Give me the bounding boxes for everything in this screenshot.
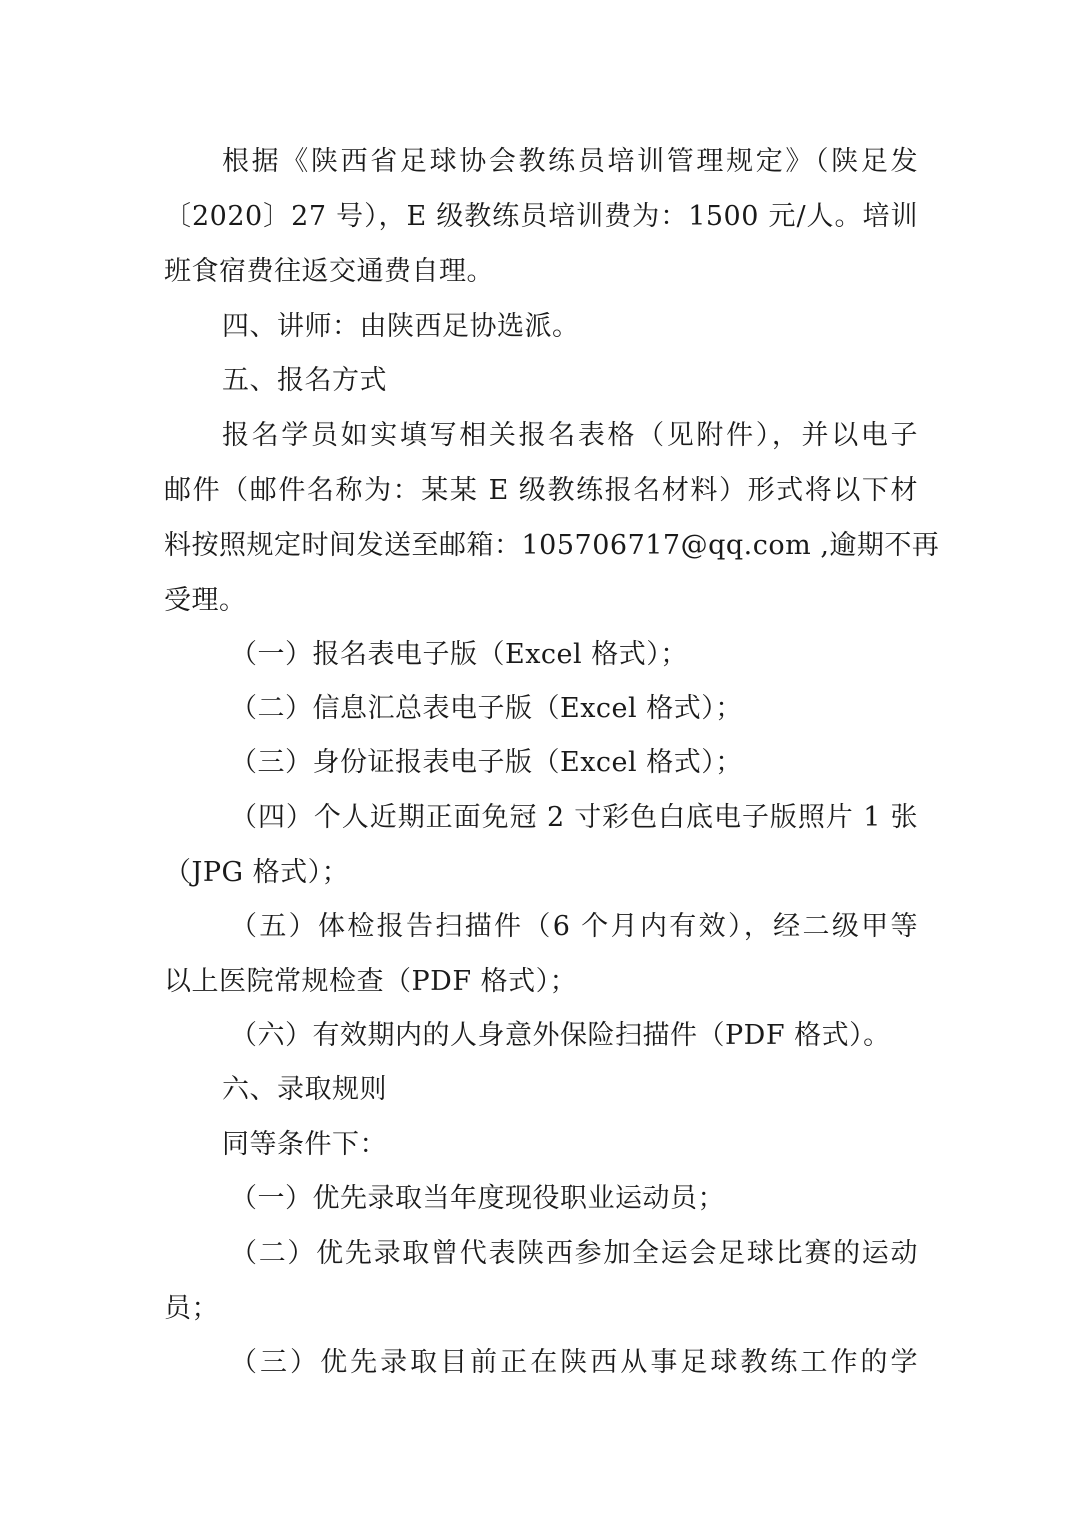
- list-item-priority-national-games-cont: 员；: [164, 1293, 219, 1324]
- list-item-registration-form: （一）报名表电子版（Excel 格式）；: [230, 639, 688, 670]
- list-item-info-summary: （二）信息汇总表电子版（Excel 格式）；: [230, 693, 743, 724]
- list-item-photo-format: （JPG 格式）；: [164, 857, 350, 888]
- section-heading-admission: 六、录取规则: [222, 1074, 387, 1105]
- text-line-fee-rule: 根据《陕西省足球协会教练员培训管理规定》（陕足发: [222, 146, 918, 177]
- list-item-priority-pro: （一）优先录取当年度现役职业运动员；: [230, 1183, 725, 1214]
- list-item-priority-coach: （三）优先录取目前正在陕西从事足球教练工作的学: [230, 1347, 918, 1378]
- text-line-registration-1: 报名学员如实填写相关报名表格（见附件），并以电子: [222, 420, 918, 451]
- list-item-medical-report: （五）体检报告扫描件（6 个月内有效），经二级甲等: [230, 911, 918, 942]
- text-line-fee-amount: 〔2020〕27 号），E 级教练员培训费为：1500 元/人。培训: [164, 201, 918, 232]
- text-line-equal-conditions: 同等条件下：: [222, 1129, 387, 1160]
- text-line-registration-2: 邮件（邮件名称为：某某 E 级教练报名材料）形式将以下材: [164, 475, 918, 506]
- section-heading-registration: 五、报名方式: [222, 365, 387, 396]
- text-line-registration-email: 料按照规定时间发送至邮箱：105706717@qq.com ,逾期不再: [164, 530, 940, 561]
- list-item-id-card: （三）身份证报表电子版（Excel 格式）；: [230, 747, 743, 778]
- list-item-priority-national-games: （二）优先录取曾代表陕西参加全运会足球比赛的运动: [230, 1238, 918, 1269]
- list-item-photo: （四）个人近期正面免冠 2 寸彩色白底电子版照片 1 张: [230, 802, 918, 833]
- text-line-registration-end: 受理。: [164, 585, 247, 616]
- section-heading-lecturer: 四、讲师：由陕西足协选派。: [222, 311, 580, 342]
- text-line-fee-self-paid: 班食宿费往返交通费自理。: [164, 256, 494, 287]
- list-item-insurance: （六）有效期内的人身意外保险扫描件（PDF 格式）。: [230, 1020, 891, 1051]
- list-item-medical-report-cont: 以上医院常规检查（PDF 格式）；: [164, 966, 578, 997]
